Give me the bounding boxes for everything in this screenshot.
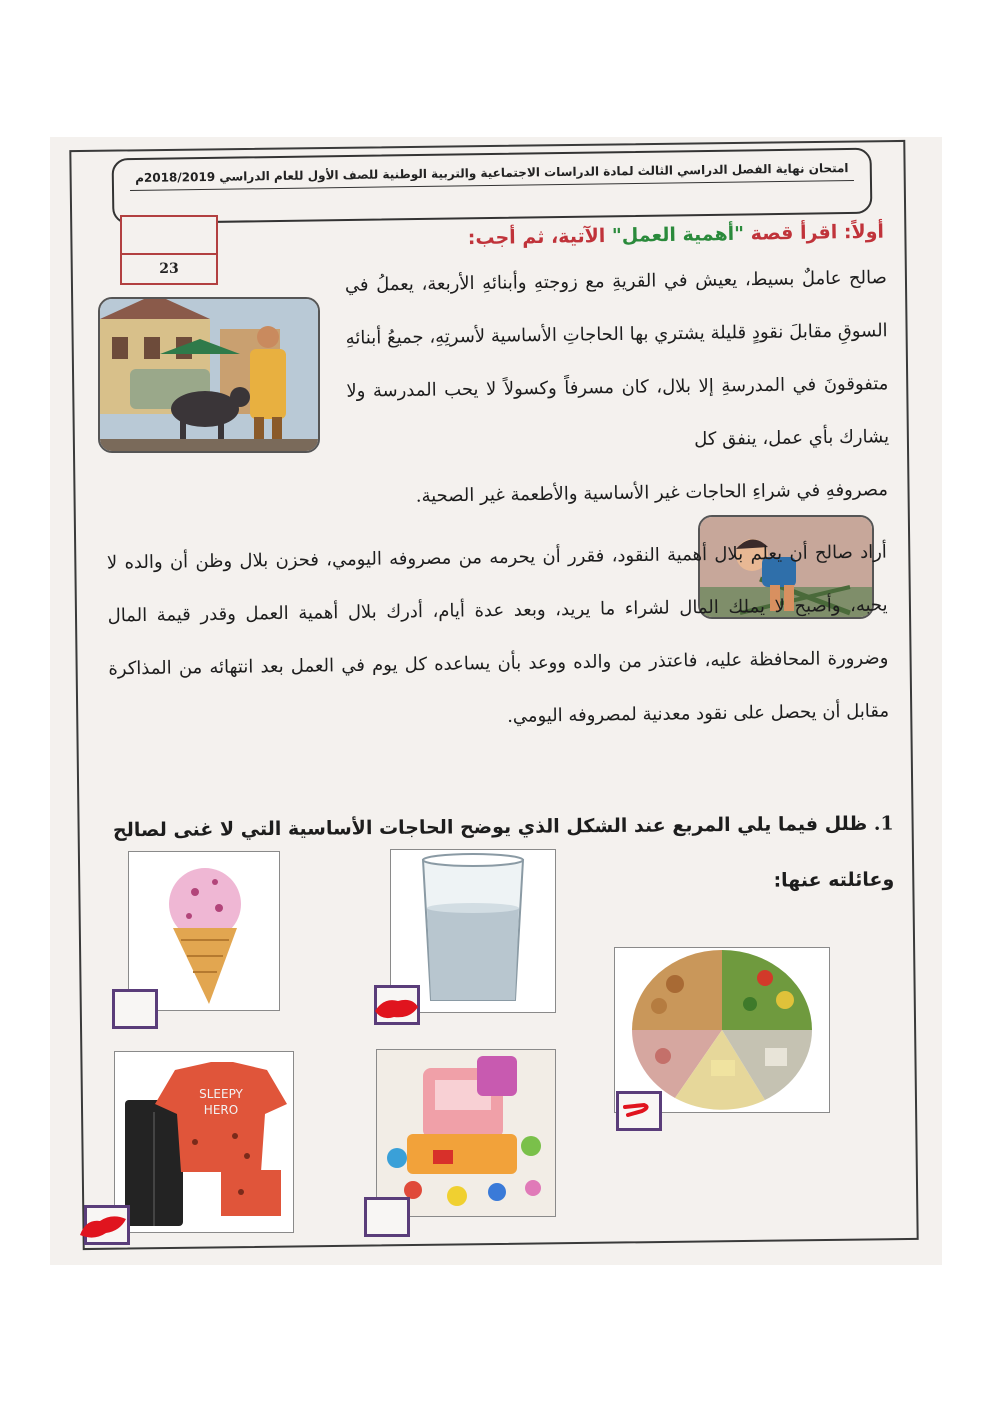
score-box [120,215,218,285]
question-number: 1. [873,812,894,835]
story-paragraph-1: صالح عاملٌ بسيط، يعيش في القريةِ مع زوجتهِ وأبنائهِ الأربعة، يعملُ في السوقِ مقابلَ نقودٍ قليلة يشتري بها الحاجاتِ الأساسية لأسرتِهِ، جميعُ أبنائهِ متفوقونَ في المدرسةِ إلا بلال، كان مسرفاً وكسولاً لا يحب المدرسة ولا يشارك بأي عمل، ينفق كل [344,267,890,450]
ice-cream-icon [129,852,279,1010]
svg-text:SLEEPY: SLEEPY [199,1087,243,1101]
section-prefix: أولاً: اقرأ قصة [750,220,885,245]
option-food-image [614,947,830,1113]
story-paragraph-2: أراد صالح أن يعلم بلال أهمية النقود، فقرر أن يحرمه من مصروفه اليومي، فحزن بلال وظن أن والده لا يحبه، وأصبح لا يملك المال لشراء ما يريد، وبعد عدة أيام، أدرك بلال أهمية العمل وقدر قيمة المال وضرورة المحافظة عليه، فاعتذر من والده ووعد بأن يساعده كل يوم في العمل بعد انتهائه من المذاكرة مقابل أن يحصل على نقود معدنية لمصروفه اليومي. [106,541,890,727]
option-toys-checkbox[interactable] [364,1197,410,1237]
option-clothes-image [114,1051,294,1233]
exam-header [112,148,873,225]
option-toys-image [376,1049,556,1217]
score-blank-cell [122,217,216,255]
food-groups-icon [615,948,829,1112]
option-ice-cream-image [128,851,280,1011]
red-check-mark-icon [622,1099,656,1119]
market-scene-icon [100,299,318,451]
toys-icon [377,1050,555,1216]
exam-header-text: امتحان نهاية الفصل الدراسي الثالث لمادة الدراسات الاجتماعية والتربية الوطنية للصف الأول للعام الدراسي 2018/2019م [135,161,849,185]
section-suffix: الآتية، ثم أجب: [467,224,606,250]
exam-sheet [50,137,942,1265]
story-paragraph-1-end: مصروفهِ في شراءِ الحاجات غير الأساسية والأطعمة غير الصحية. [415,479,889,507]
option-ice-cream-checkbox[interactable] [112,989,158,1029]
red-shading-mark-icon [372,993,422,1023]
question-text: ظلل فيما يلي المربع عند الشكل الذي يوضح الحاجات الأساسية التي لا غنى لصالح وعائلته عنها: [112,812,895,892]
pajamas-icon [115,1052,293,1232]
svg-text:HERO: HERO [203,1103,239,1117]
story-illustration-market [98,297,320,453]
score-value: 23 [159,261,179,277]
red-shading-mark-icon [76,1209,132,1243]
story-title: "أهمية العمل" [611,222,745,247]
